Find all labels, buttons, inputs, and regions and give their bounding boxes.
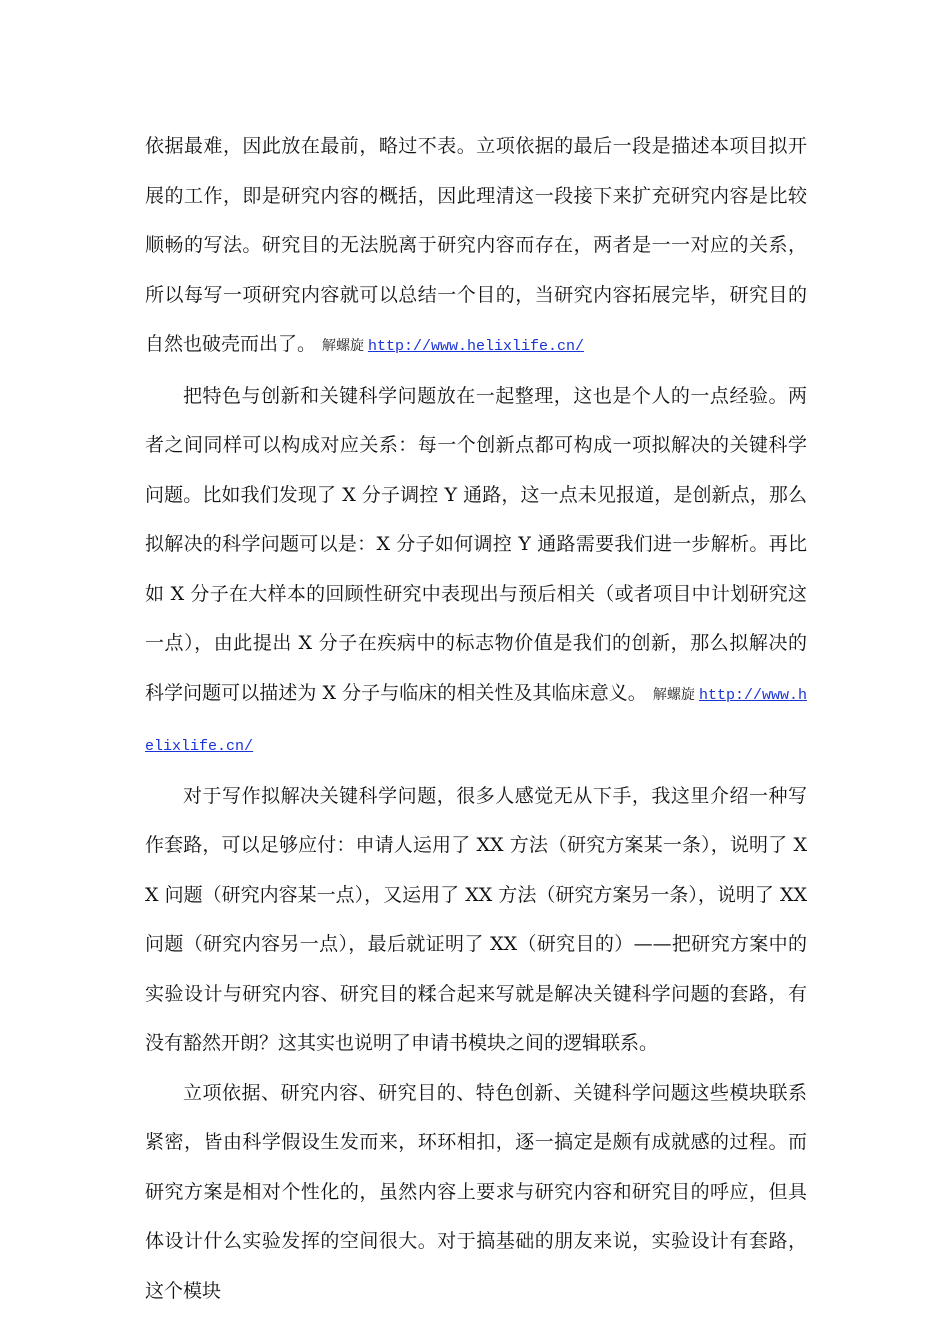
document-body [145, 122, 807, 1316]
paragraph-4 [145, 1069, 807, 1317]
source-note: 解螺旋 [322, 338, 365, 354]
paragraph-3-text: 对于写作拟解决关键科学问题，很多人感觉无从下手，我这里介绍一种写作套路，可以足够应付：申请人运用了 XX 方法（研究方案某一条），说明了 XX 问题（研究内容某一点），又运用了 XX 方法（研究方案另一条），说明了 XX 问题（研究内容另一点），最后就证明了 XX（研究目的）——把研究方案中的实验设计与研究内容、研究目的糅合起来写就是解决关键科学问题的套路，有没有豁然开朗？这其实也说明了申请书模块之间的逻辑联系。 [145, 784, 807, 1054]
paragraph-2-text: 把特色与创新和关键科学问题放在一起整理，这也是个人的一点经验。两者之间同样可以构成对应关系：每一个创新点都可构成一项拟解决的关键科学问题。比如我们发现了 X 分子调控 Y 通路，这一点未见报道，是创新点，那么拟解决的科学问题可以是：X 分子如何调控 Y 通路需要我们进一步解析。再比如 X 分子在大样本的回顾性研究中表现出与预后相关（或者项目中计划研究这一点），由此提出 X 分子在疾病中的标志物价值是我们的创新，那么拟解决的科学问题可以描述为 X 分子与临床的相关性及其临床意义。 [145, 384, 807, 704]
paragraph-2 [145, 372, 807, 772]
source-note: 解螺旋 [652, 686, 695, 703]
paragraph-1-text: 依据最难，因此放在最前，略过不表。立项依据的最后一段是描述本项目拟开展的工作，即是研究内容的概括，因此理清这一段接下来扩充研究内容是比较顺畅的写法。研究目的无法脱离于研究内容而存在，两者是一一对应的关系，所以每写一项研究内容就可以总结一个目的，当研究内容拓展完毕，研究目的自然也破壳而出了。 [145, 135, 807, 355]
source-link[interactable]: http://www.helixlife.cn/ [145, 686, 808, 755]
paragraph-1 [145, 122, 807, 372]
paragraph-4-text: 立项依据、研究内容、研究目的、特色创新、关键科学问题这些模块联系紧密，皆由科学假设生发而来，环环相扣，逐一搞定是颇有成就感的过程。而研究方案是相对个性化的，虽然内容上要求与研究内容和研究目的呼应，但具体设计什么实验发挥的空间很大。对于搞基础的朋友来说，实验设计有套路，这个模块 [145, 1081, 807, 1302]
source-link[interactable]: http://www.helixlife.cn/ [368, 338, 585, 355]
paragraph-3 [145, 772, 807, 1069]
